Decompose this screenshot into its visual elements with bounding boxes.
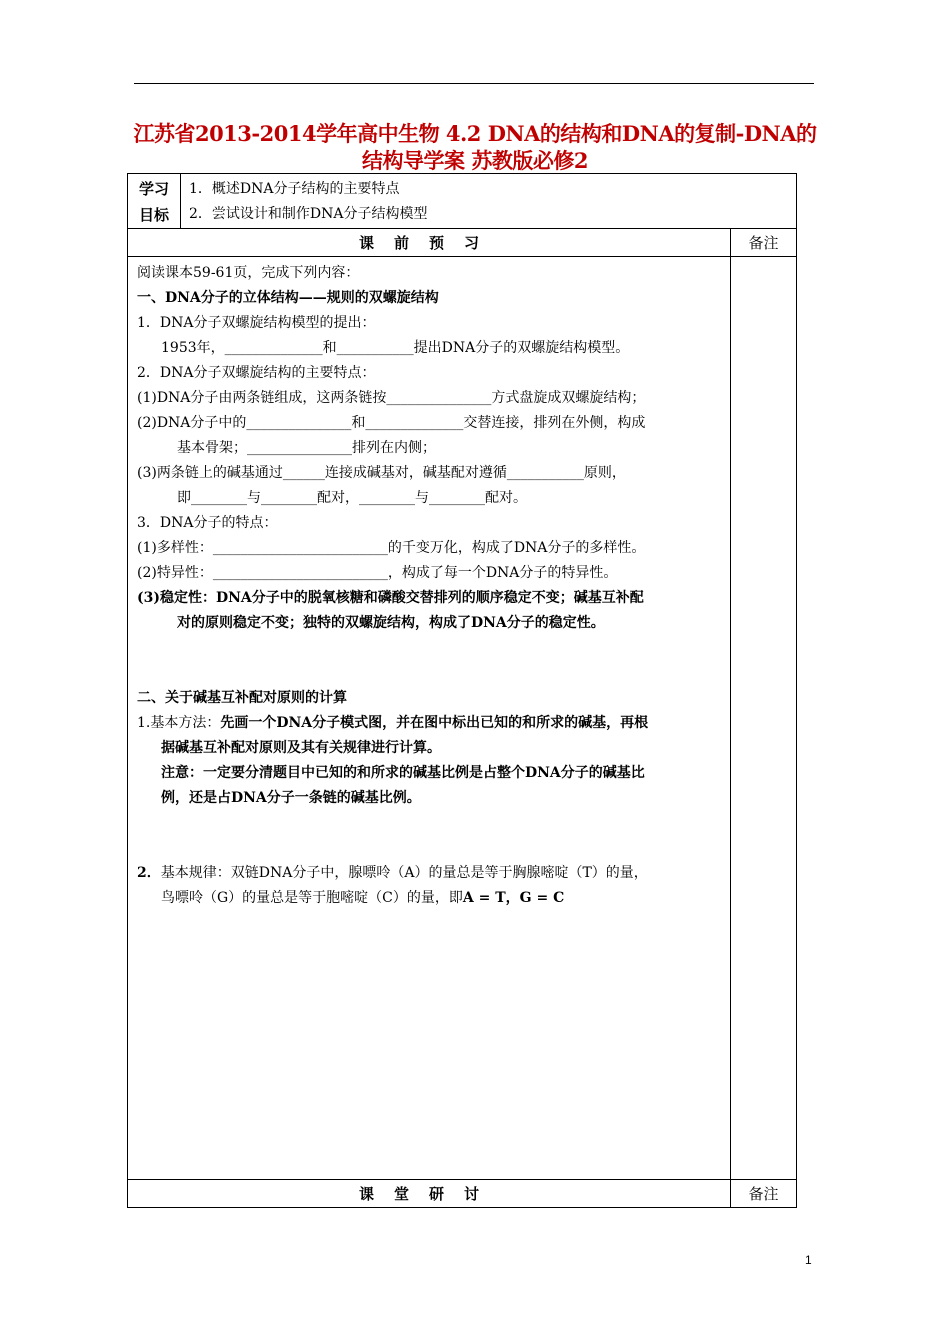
goal-item-2: 2．尝试设计和制作DNA分子结构模型 xyxy=(189,206,428,222)
worksheet-table xyxy=(127,173,797,1208)
section-2-heading: 二、关于碱基互补配对原则的计算 xyxy=(137,690,347,706)
point-1-text: 1953年，______________和___________提出DNA分子的双螺旋结构模型。 xyxy=(161,340,630,356)
section-1-heading: 一、DNA分子的立体结构——规则的双螺旋结构 xyxy=(137,290,439,306)
discussion-section-heading: 课堂研讨 xyxy=(128,1180,731,1208)
rule-text-2: 鸟嘌呤（G）的量总是等于胞嘧啶（C）的量，即 xyxy=(161,890,463,906)
preview-content-cell xyxy=(128,257,731,1180)
preview-header-row xyxy=(128,229,797,257)
discussion-notes-heading: 备注 xyxy=(731,1180,797,1208)
rule-line-1 xyxy=(137,861,724,886)
goals-label-cell xyxy=(128,174,181,229)
rule-formula: A = T，G = C xyxy=(462,890,565,906)
blank-space xyxy=(137,636,724,686)
rule-line-2 xyxy=(137,886,724,911)
point-2-heading: 2．DNA分子双螺旋结构的主要特点： xyxy=(137,365,376,381)
point-1-heading: 1．DNA分子双螺旋结构模型的提出： xyxy=(137,315,376,331)
point-3-heading: 3．DNA分子的特点： xyxy=(137,515,278,531)
goals-label-line-2: 目标 xyxy=(138,206,169,224)
method-text: 先画一个DNA分子模式图，并在图中标出已知的和所求的碱基，再根 xyxy=(220,715,649,731)
point-2-item-1: (1)DNA分子由两条链组成，这两条链按_______________方式盘旋成双螺旋结构； xyxy=(137,390,646,406)
reading-instruction: 阅读课本59-61页，完成下列内容： xyxy=(137,265,360,281)
goals-content-cell xyxy=(181,174,797,229)
goals-label-line-1: 学习 xyxy=(138,180,169,198)
point-2-item-2: (2)DNA分子中的_______________和______________交替连接，排列在外侧，构成 xyxy=(137,415,646,431)
discussion-header-row xyxy=(128,1180,797,1208)
title-line-2: 结构导学案 苏教版必修2 xyxy=(362,148,588,173)
method-label: 1.基本方法： xyxy=(137,715,221,731)
goal-item-1: 1．概述DNA分子结构的主要特点 xyxy=(189,181,400,197)
header-rule xyxy=(134,83,814,84)
point-3-item-2: (2)特异性：_________________________，构成了每一个DNA分子的特异性。 xyxy=(137,565,618,581)
point-3-item-3: (3)稳定性：DNA分子中的脱氧核糖和磷酸交替排列的顺序稳定不变；碱基互补配 xyxy=(137,590,644,606)
method-line-1 xyxy=(137,711,724,736)
attention-line-1: 注意：一定要分清题目中已知的和所求的碱基比例是占整个DNA分子的碱基比 xyxy=(161,765,645,781)
preview-notes-heading: 备注 xyxy=(731,229,797,257)
goals-row xyxy=(128,174,797,229)
rule-text: 基本规律：双链DNA分子中，腺嘌呤（A）的量总是等于胸腺嘧啶（T）的量， xyxy=(160,865,648,881)
point-2-item-2-cont: 基本骨架；_______________排列在内侧； xyxy=(177,440,436,456)
blank-space-2 xyxy=(137,811,724,861)
preview-content-row xyxy=(128,257,797,1180)
page-number: 1 xyxy=(805,1253,812,1267)
point-2-item-3: (3)两条链上的碱基通过______连接成碱基对，碱基配对遵循___________原则， xyxy=(137,465,626,481)
method-line-2: 据碱基互补配对原则及其有关规律进行计算。 xyxy=(161,740,441,756)
point-3-item-3-cont: 对的原则稳定不变；独特的双螺旋结构，构成了DNA分子的稳定性。 xyxy=(177,615,605,631)
attention-line-2: 例，还是占DNA分子一条链的碱基比例。 xyxy=(161,790,421,806)
rule-number: 2． xyxy=(137,865,161,881)
preview-notes-cell[interactable] xyxy=(731,257,797,1180)
preview-section-heading: 课前预习 xyxy=(128,229,731,257)
title-line-1: 江苏省2013-2014学年高中生物 4.2 DNA的结构和DNA的复制-DNA的 xyxy=(133,121,817,146)
point-2-item-3-cont: 即________与________配对，________与________配对。 xyxy=(177,490,527,506)
document-title xyxy=(128,120,822,174)
point-3-item-1: (1)多样性：_________________________的千变万化，构成了DNA分子的多样性。 xyxy=(137,540,646,556)
